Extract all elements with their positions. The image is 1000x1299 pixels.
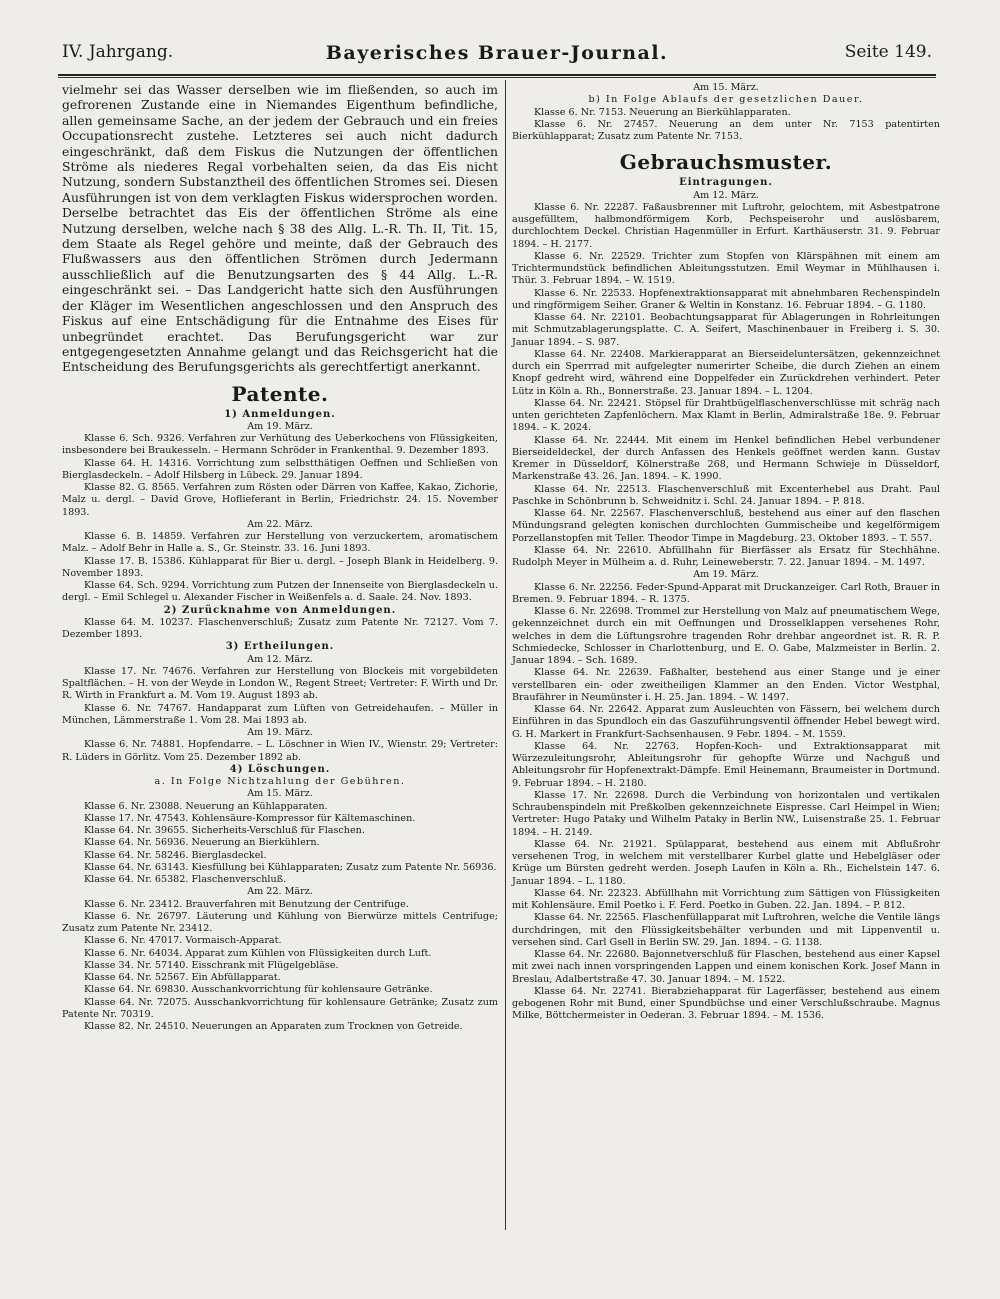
list-item: Klasse 64. Nr. 22421. Stöpsel für Drahtbügelflaschenverschlüsse mit schräg nach unten gerichteten Zapfenlöchern. Max Klamt in Berlin, Admiralstraße 18e. 9. Februar 1894. – K. 2024. [512, 397, 940, 434]
date-line: Am 22. März. [247, 886, 313, 898]
volume-label: IV. Jahrgang. [62, 42, 174, 62]
list-item: Klasse 64. Nr. 52567. Ein Abfüllapparat. [84, 972, 281, 984]
list-item: Klasse 64. H. 14316. Vorrichtung zum selbstthätigen Oeffnen und Schließen von Bierglasdeckeln. – Adolf Hilsberg in Lübeck. 29. Januar 1894. [62, 457, 498, 481]
list-item: Klasse 6. B. 14859. Verfahren zur Herstellung von verzuckertem, aromatischem Malz. – Adolf Behr in Halle a. S., Gr. Steinstr. 33. 16. Juni 1893. [62, 531, 498, 555]
page-header [62, 42, 932, 68]
list-item: Klasse 82. Nr. 24510. Neuerungen an Apparaten zum Trocknen von Getreide. [84, 1021, 463, 1033]
entry-list [62, 666, 498, 727]
list-item: Klasse 17. Nr. 22698. Durch die Verbindung von horizontalen und vertikalen Schraubenspindeln mit Preßkolben gekennzeichnete Eispresse. Carl Heimpel in Wien; Vertreter: Hugo Pataky und Wilhelm Pataky in Berlin NW., Luisenstraße 25. 1. Februar 1894. – H. 2149. [512, 789, 940, 838]
section-title-gebrauchsmuster: Gebrauchsmuster. [619, 150, 833, 175]
entry-list [62, 433, 498, 519]
list-item: Klasse 6. Nr. 22287. Faßausbrenner mit Luftrohr, gelochtem, mit Asbestpatrone ausgefülltem, halbmondförmigem Korb, Pechspeiserohr und auslösbarem, durchlochtem Deckel. Christian Hagenmüller in Erfurt. Karthäuserstr. 31. 9. Februar 1894. – H. 2177. [512, 201, 940, 250]
entry-list [512, 107, 940, 144]
list-item: Klasse 6. Nr. 27457. Neuerung an dem unter Nr. 7153 patentirten Bierkühlapparat; Zusatz zum Patente Nr. 7153. [512, 118, 940, 142]
list-item: Klasse 64. Nr. 22741. Bierabziehapparat für Lagerfässer, bestehend aus einem gebogenen Rohr mit Bund, einer Spundbüchse und einer Verschlußschraube. Magnus Milke, Böttchermeister in Oederan. 3. Februar 1894. – M. 1536. [512, 985, 940, 1022]
list-item: Klasse 17. Nr. 74676. Verfahren zur Herstellung von Blockeis mit vorgebildeten Spaltflächen. – H. von der Weyde in London W., Regent Street; Vertreter: F. Wirth und Dr. R. Wirth in Frankfurt a. M. Vom 19. August 1893 ab. [62, 665, 498, 702]
article-continuation: vielmehr sei das Wasser derselben wie im fließenden, so auch im gefrorenen Zustande eine in Niemandes Eigenthum befindliche, allen gemeinsame Sache, an der jedem der Gebrauch und ein freies Occupationsrecht zustehe. Letzteres sei auch nicht dadurch eingeschränkt, daß dem Fiskus die Nutzungen der öffentlichen Ströme als niederes Regal vorbehalten seien, da das Eis nicht Nutzung, sondern Substanztheil des öffentlichen Stromes sei. Diesen Ausführungen ist von dem verklagten Fiskus widersprochen worden. Derselbe betrachtet das Eis der öffentlichen Ströme als eine Nutzung derselben, welche nach § 38 des Allg. L.-R. Th. II, Tit. 15, dem Staate als Regel gehöre und meinte, daß der Gebrauch des Flußwassers aus den öffentlichen Strömen durch Jedermann ausschließlich auf die Benutzungsarten des § 44 Allg. L.-R. eingeschränkt sei. – Das Landgericht hatte sich den Ausführungen der Kläger im Wesentlichen angeschlossen und den Anspruch des Fiskus auf eine Entschädigung für die Entnahme des Eises für unbegründet erachtet. Das Berufungsgericht war zur entgegengesetzten Annahme gelangt und das Reichsgericht hat die Entscheidung des Berufungsgerichts als gerechtfertigt anerkannt. [62, 82, 498, 375]
subsection-eintragungen: Eintragungen. [679, 177, 773, 189]
date-line: Am 12. März. [247, 653, 313, 665]
subsection-b: b) In Folge Ablaufs der gesetzlichen Dauer. [588, 94, 864, 106]
list-item: Klasse 34. Nr. 57140. Eisschrank mit Flügelgebläse. [84, 959, 339, 971]
journal-title: Bayerisches Brauer-Journal. [325, 42, 669, 64]
list-item: Klasse 64. Nr. 22639. Faßhalter, bestehend aus einer Stange und je einer verstellbaren ein- oder zweitheiligen Klammer an den Enden. Victor Westphal, Braufährer in Neumünster i. H. 25. Jan. 1894. – W. 1497. [512, 667, 940, 703]
list-item: Klasse 6. Nr. 22698. Trommel zur Herstellung von Malz auf pneumatischem Wege, gekennzeichnet durch ein mit Oeffnungen und Drosselklappen versehenes Rohr, welches in dem die Lüftungsrohre tragenden Rohr drehbar angeordnet ist. R. R. P. Schmiedecke, Schlosser in Charlottenburg, und E. O. Gabe, Malzmeister in Berlin. 2. Januar 1894. – Sch. 1689. [512, 606, 940, 666]
list-item: Klasse 6. Nr. 23412. Brauverfahren mit Benutzung der Centrifuge. [84, 898, 409, 910]
left-column [62, 82, 498, 1033]
header-rule-thin [58, 77, 936, 78]
list-item: Klasse 64. Nr. 22323. Abfüllhahn mit Vorrichtung zum Sättigen von Flüssigkeiten mit Kohlensäure. Emil Poetko i. F. Ferd. Poetko in Guben. 22. Jan. 1894. – P. 812. [512, 887, 940, 911]
list-item: Klasse 6. Nr. 74881. Hopfendarre. – L. Löschner in Wien IV., Wienstr. 29; Vertreter: R. Lüders in Görlitz. Vom 25. Dezember 1892 ab. [62, 739, 498, 763]
list-item: Klasse 6. Nr. 74767. Handapparat zum Lüften von Getreidehaufen. – Müller in München, Lämmerstraße 1. Vom 28. Mai 1893 ab. [62, 702, 498, 726]
entry-list [62, 617, 498, 642]
entry-list [512, 582, 940, 1023]
list-item: Klasse 6. Nr. 22529. Trichter zum Stopfen von Klärspähnen mit einem am Trichtermundstück befindlichen Ableitungsstutzen. Emil Weymar in Mühlhausen i. Thür. 3. Februar 1894. – W. 1519. [512, 250, 940, 287]
list-item: Klasse 64. Nr. 69830. Ausschankvorrichtung für kohlensaure Getränke. [84, 984, 433, 996]
list-item: Klasse 6. Nr. 22533. Hopfenextraktionsapparat mit abnehmbaren Rechenspindeln und ringförmigem Seiher. Graner & Weltin in Konstanz. 16. Februar 1894. – G. 1180. [512, 287, 940, 311]
subsection-ertheilungen: 3) Ertheilungen. [225, 641, 335, 653]
list-item: Klasse 17. B. 15386. Kühlapparat für Bier u. dergl. – Joseph Blank in Heidelberg. 9. November 1893. [62, 555, 498, 579]
subsection-loeschungen: 4) Löschungen. [229, 763, 331, 775]
date-line: Am 19. März. [247, 727, 313, 739]
list-item: Klasse 64. Nr. 22642. Apparat zum Ausleuchten von Fässern, bei welchem durch Einführen in das Spundloch ein das Gaszuführungsventil öffnender Hebel bewegt wird. G. H. Markert in Frankfurt-Sachsenhausen. 9 Febr. 1894. – M. 1559. [512, 704, 940, 740]
list-item: Klasse 64. Nr. 22408. Markierapparat an Bierseideluntersätzen, gekennzeichnet durch ein Sperrrad mit aufgelegter numerirter Scheibe, die durch Ziehen an einem Knopf gedreht wird, während eine Doppelfeder ein Zurückdrehen verhindert. Peter Lütz in Köln a. Rh., Bonnerstraße. 23. Januar 1894. – L. 1204. [512, 348, 940, 397]
subsection-anmeldungen: 1) Anmeldungen. [224, 408, 336, 420]
list-item: Klasse 64. Nr. 22565. Flaschenfüllapparat mit Luftrohren, welche die Ventile längs durchdringen, mit den Flüssigkeitsbehälter verbunden und mit Lippenventil u. versehen sind. Carl Gsell in Berlin SW. 29. Jan. 1894. – G. 1138. [512, 912, 940, 948]
list-item: Klasse 6. Sch. 9326. Verfahren zur Verhütung des Ueberkochens von Flüssigkeiten, insbesondere bei Braukesseln. – Hermann Schröder in Frankenthal. 9. Dezember 1893. [62, 433, 498, 457]
right-column [512, 82, 940, 1023]
section-title-patente: Patente. [231, 381, 329, 406]
list-item: Klasse 64. Nr. 58246. Bierglasdeckel. [84, 849, 267, 861]
list-item: Klasse 64. Nr. 22763. Hopfen-Koch- und Extraktionsapparat mit Würzezuleitungsrohr, Ableitungsrohr für gehopfte Würze und Nachguß und Ableitungsrohr für Hopfenextrakt-Dämpfe. Emil Heinemann, Braumeister in Dortmund. 9. Februar 1894. – H. 2180. [512, 740, 940, 789]
entry-list [62, 899, 498, 1034]
page-number: Seite 149. [844, 42, 932, 62]
date-line: Am 19. März. [693, 569, 759, 581]
list-item: Klasse 64. Nr. 22567. Flaschenverschluß, bestehend aus einer auf den flaschen Mündungsrand gelegten konischen durchlochten Gummischeibe und kegelförmigem Porzellanstopfen mit Teller. Theodor Timpe in Magdeburg. 23. Oktober 1893. – T. 557. [512, 508, 940, 544]
list-item: Klasse 6. Nr. 47017. Vormaisch-Apparat. [84, 935, 282, 947]
list-item: Klasse 6. Nr. 26797. Läuterung und Kühlung von Bierwürze mittels Centrifuge; Zusatz zum Patente Nr. 23412. [62, 910, 498, 935]
list-item: Klasse 6. Nr. 22256. Feder-Spund-Apparat mit Druckanzeiger. Carl Roth, Brauer in Bremen. 9. Februar 1894. – R. 1375. [512, 581, 940, 605]
list-item: Klasse 64. Nr. 21921. Spülapparat, bestehend aus einem mit Abflußrohr versehenen Trog, in welchem mit verstellbarer Kurbel glatte und Hebelgläser oder Krüge um Bürsten gedreht werden. Joseph Laufen in Köln a. Rh., Eichelstein 147. 6. Januar 1894. – L. 1180. [512, 838, 940, 887]
subsection-zuruecknahme: 2) Zurücknahme von Anmeldungen. [163, 604, 397, 616]
list-item: Klasse 6. Nr. 7153. Neuerung an Bierkühlapparaten. [534, 106, 791, 118]
date-line: Am 15. März. [693, 82, 759, 93]
list-item: Klasse 64. M. 10237. Flaschenverschluß; Zusatz zum Patente Nr. 72127. Vom 7. Dezember 1893. [62, 616, 498, 641]
list-item: Klasse 64. Nr. 39655. Sicherheits-Verschluß für Flaschen. [84, 825, 365, 837]
date-line: Am 12. März. [693, 189, 759, 201]
entry-list [62, 531, 498, 605]
date-line: Am 22. März. [247, 518, 313, 530]
list-item: Klasse 64. Nr. 22101. Beobachtungsapparat für Ablagerungen in Rohrleitungen mit Schmutzablagerungsplatte. C. A. Seifert, Maschinenbauer in Freiberg i. S. 30. Januar 1894. – S. 987. [512, 312, 940, 348]
entry-list [62, 739, 498, 764]
list-item: Klasse 6. Nr. 64034. Apparat zum Kühlen von Flüssigkeiten durch Luft. [84, 947, 432, 959]
list-item: Klasse 64. Nr. 65382. Flaschenverschluß. [84, 874, 287, 886]
list-item: Klasse 64. Nr. 22680. Bajonnetverschluß für Flaschen, bestehend aus einer Kapsel mit zwei nach innen vorspringenden Lappen und einem konischen Kork. Josef Mann in Breslau, Adalbertstraße 47. 30. Januar 1894. – M. 1522. [512, 949, 940, 985]
list-item: Klasse 64. Nr. 22444. Mit einem im Henkel befindlichen Hebel verbundener Bierseideldeckel, der durch Anfassen des Henkels geöffnet werden kann. Gustav Kremer in Düsseldorf, Kölnerstraße 268, und Hermann Schwieje in Düsseldorf, Markenstraße 43. 26. Jan. 1894. – K. 1990. [512, 434, 940, 483]
list-item: Klasse 82. G. 8565. Verfahren zum Rösten oder Därren von Kaffee, Kakao, Zichorie, Malz u. dergl. – David Grove, Hoflieferant in Berlin, Friedrichstr. 24. 15. November 1893. [62, 482, 498, 518]
entry-list [62, 801, 498, 887]
list-item: Klasse 64. Nr. 56936. Neuerung an Bierkühlern. [84, 837, 320, 849]
list-item: Klasse 64. Sch. 9294. Vorrichtung zum Putzen der Innenseite von Bierglasdeckeln u. dergl. – Emil Schlegel u. Alexander Fischer in Weißenfels a. d. Saale. 24. Nov. 1893. [62, 580, 498, 604]
list-item: Klasse 64. Nr. 22513. Flaschenverschluß mit Excenterhebel aus Draht. Paul Paschke in Schönbrunn b. Schweidnitz i. Schl. 24. Januar 1894. – P. 818. [512, 483, 940, 507]
list-item: Klasse 64. Nr. 72075. Ausschankvorrichtung für kohlensaure Getränke; Zusatz zum Patente Nr. 70319. [62, 996, 498, 1020]
subsection-a: a. In Folge Nichtzahlung der Gebühren. [154, 776, 406, 788]
list-item: Klasse 64. Nr. 22610. Abfüllhahn für Bierfässer als Ersatz für Stechhähne. Rudolph Meyer in Mülheim a. d. Ruhr, Leineweberstr. 7. 22. Januar 1894. – M. 1497. [512, 544, 940, 568]
date-line: Am 19. März. [247, 420, 313, 432]
header-rule [58, 74, 936, 76]
entry-list [512, 202, 940, 570]
date-line: Am 15. März. [247, 788, 313, 800]
list-item: Klasse 6. Nr. 23088. Neuerung an Kühlapparaten. [84, 800, 328, 812]
list-item: Klasse 64. Nr. 63143. Kiesfüllung bei Kühlapparaten; Zusatz zum Patente Nr. 56936. [84, 861, 497, 873]
column-divider [505, 80, 506, 1230]
list-item: Klasse 17. Nr. 47543. Kohlensäure-Kompressor für Kältemaschinen. [84, 812, 416, 824]
